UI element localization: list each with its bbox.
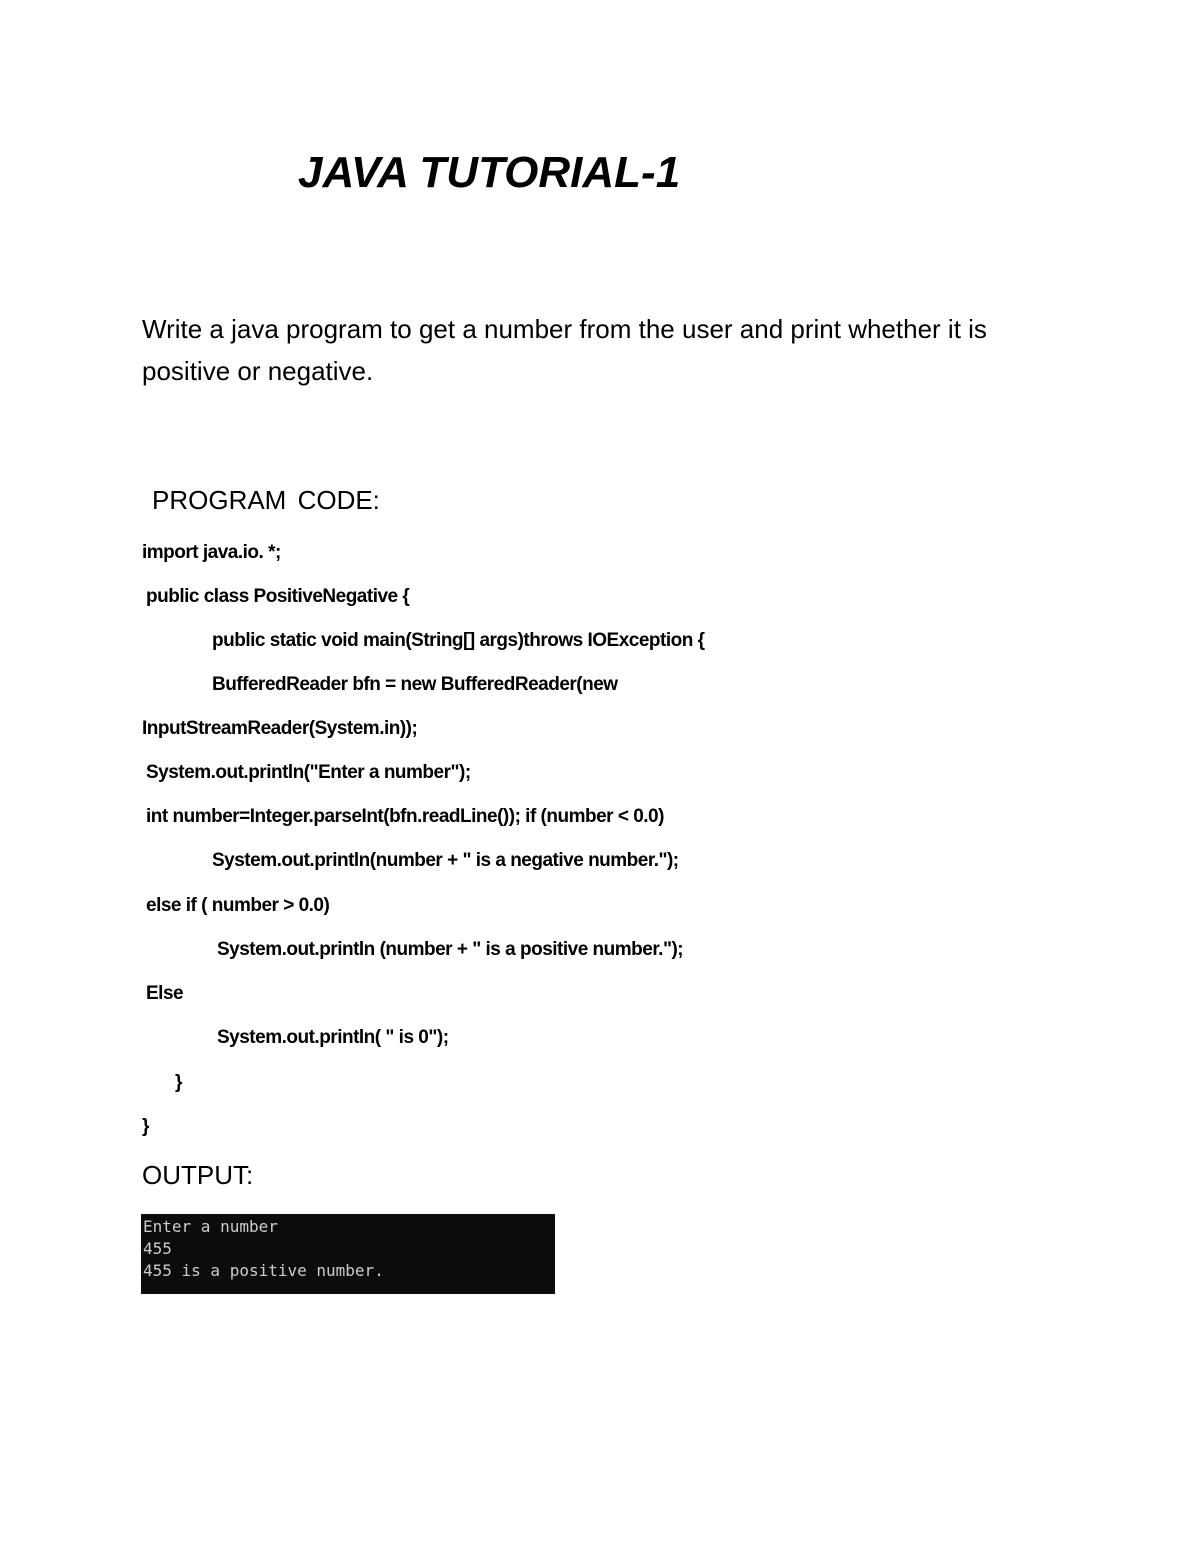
code-line: System.out.println(number + " is a negative number."); — [212, 850, 679, 871]
output-heading: OUTPUT: — [142, 1160, 254, 1190]
code-line: public class PositiveNegative { — [146, 586, 410, 607]
terminal-line: 455 is a positive number. — [143, 1261, 384, 1280]
document-title: JAVA TUTORIAL-1 — [298, 148, 681, 197]
code-line: } — [142, 1116, 149, 1137]
program-code-heading: PROGRAM CODE: — [152, 485, 380, 515]
terminal-line: Enter a number — [143, 1217, 278, 1236]
code-line: System.out.println (number + " is a positive number."); — [217, 939, 684, 960]
terminal-line: 455 — [143, 1239, 172, 1258]
terminal-output-screenshot — [141, 1214, 555, 1294]
code-line: System.out.println("Enter a number"); — [146, 762, 471, 783]
code-line: } — [175, 1072, 182, 1093]
code-line: BufferedReader bfn = new BufferedReader(new — [212, 674, 618, 695]
code-line: public static void main(String[] args)throws IOException { — [212, 630, 705, 651]
code-line: Else — [146, 983, 184, 1004]
code-line: InputStreamReader(System.in)); — [142, 718, 418, 739]
code-line: import java.io. *; — [142, 542, 281, 563]
code-line: int number=Integer.parseInt(bfn.readLine()); if (number < 0.0) — [146, 806, 664, 827]
code-line: System.out.println( " is 0"); — [217, 1027, 449, 1048]
code-line: else if ( number > 0.0) — [146, 895, 330, 916]
question-text: Write a java program to get a number from the user and print whether it is positive or negative. — [142, 314, 987, 386]
